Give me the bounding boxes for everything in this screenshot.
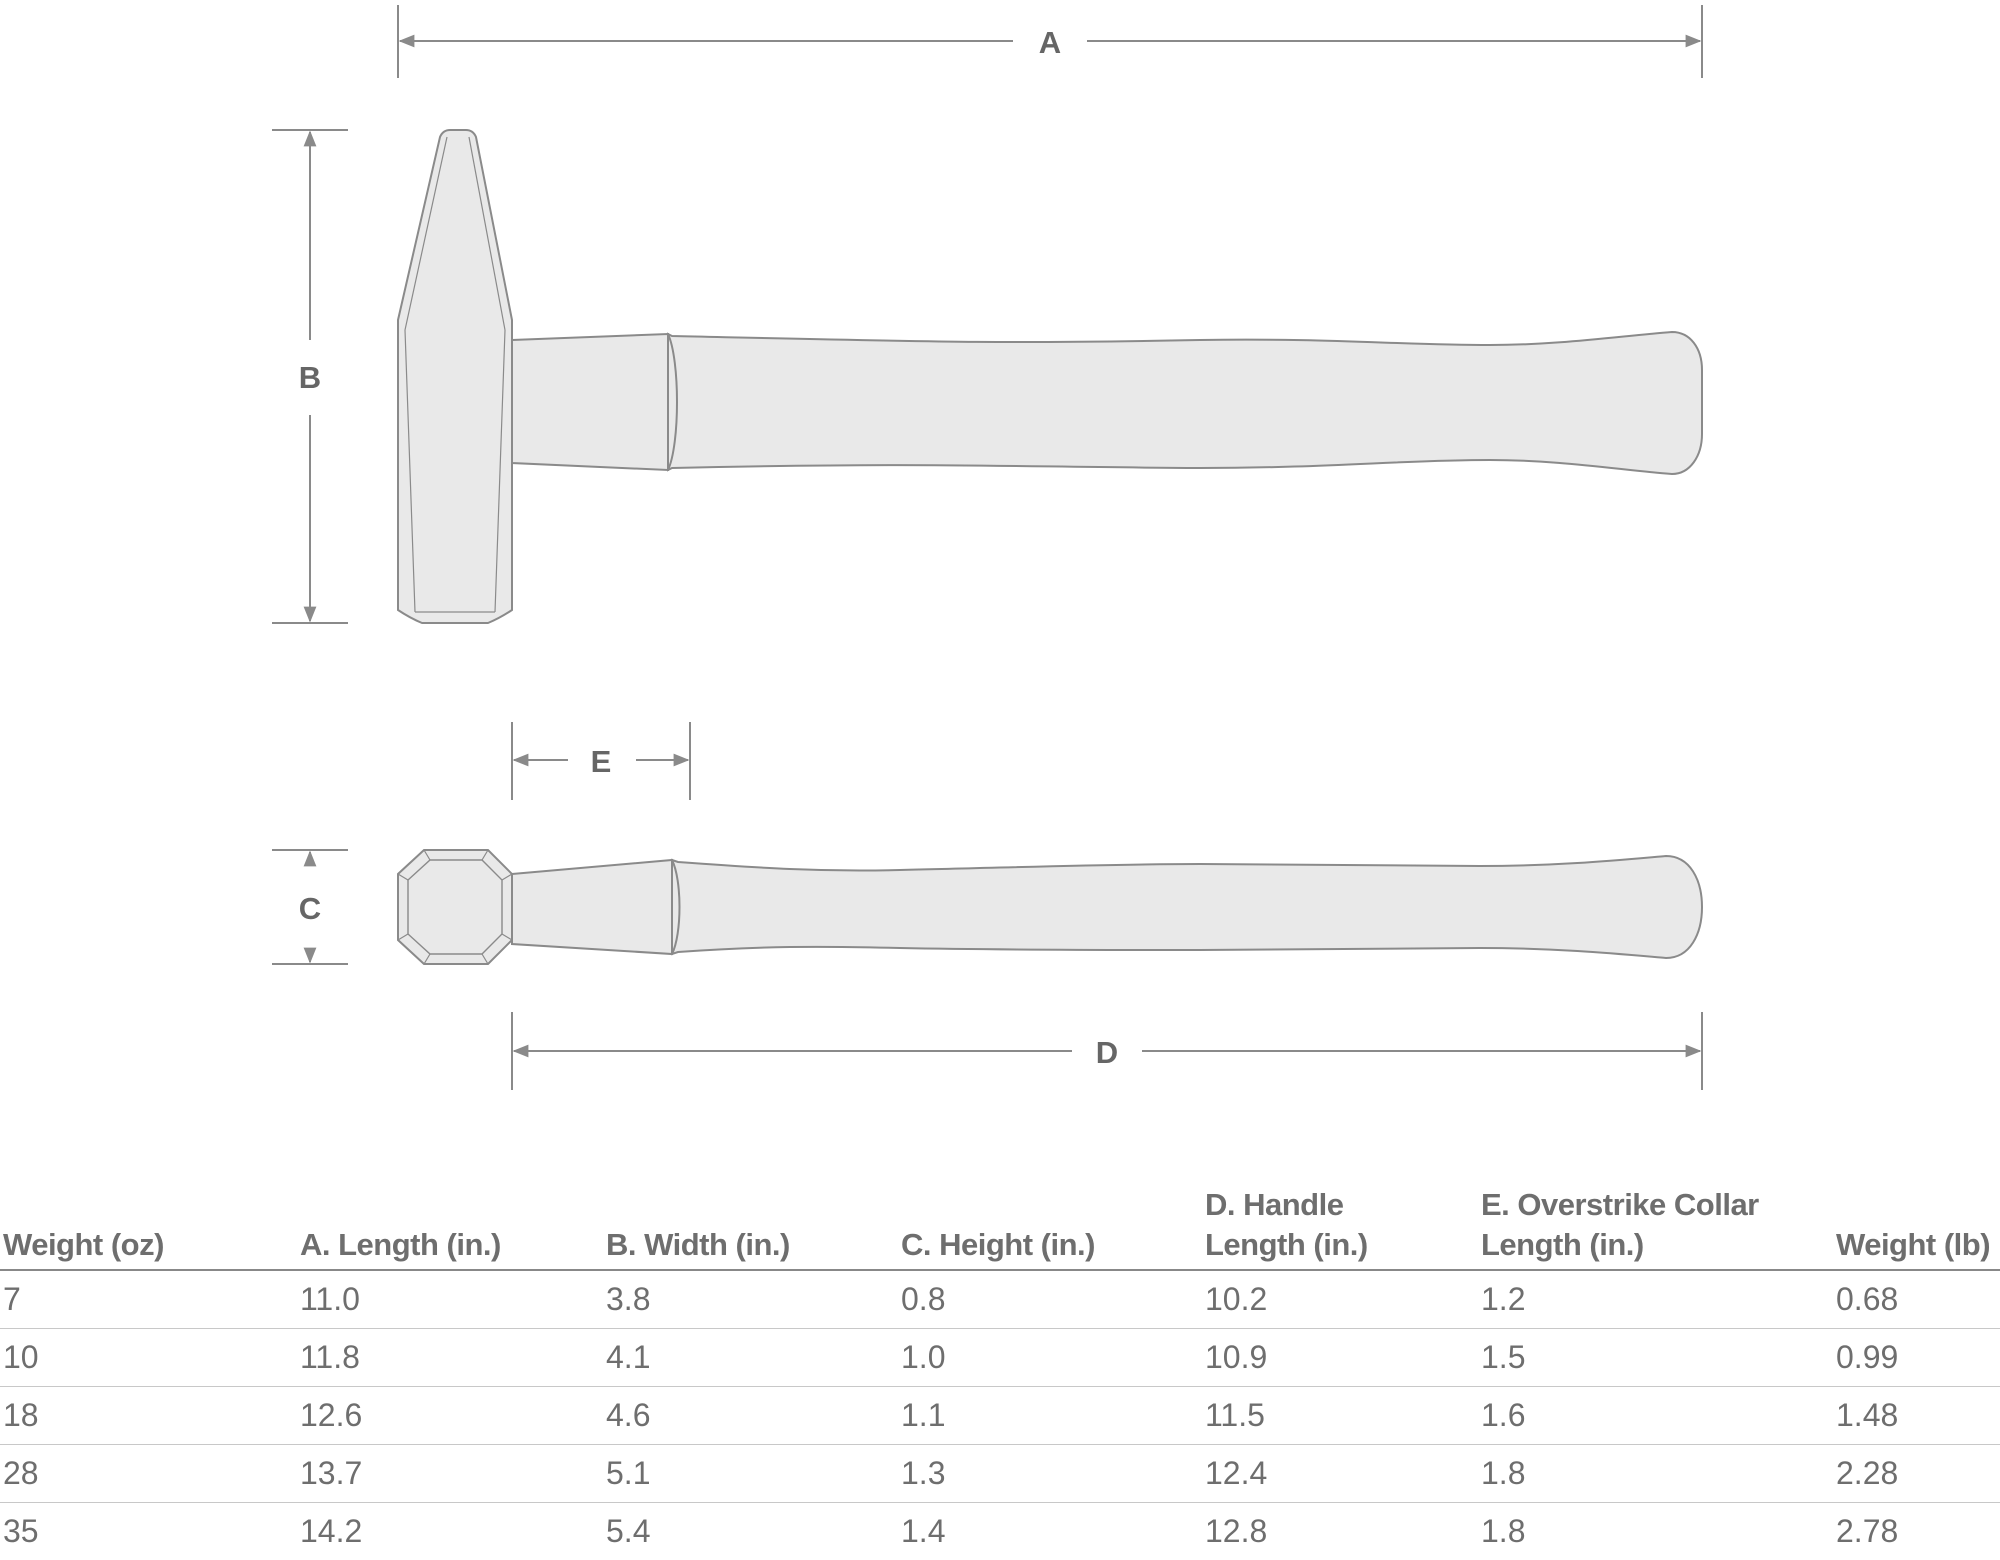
table-cell: 1.1 (898, 1387, 1202, 1445)
table-cell: 12.6 (297, 1387, 603, 1445)
dimension-e-label: E (591, 744, 612, 779)
table-cell: 11.0 (297, 1270, 603, 1329)
header-weight-oz (0, 1175, 297, 1270)
table-cell: 28 (0, 1445, 297, 1503)
table-cell: 10.2 (1202, 1270, 1478, 1329)
table-cell: 1.3 (898, 1445, 1202, 1503)
table-cell: 14.2 (297, 1503, 603, 1560)
header-line: Length (in.) (1481, 1227, 1644, 1262)
table-cell: 2.28 (1833, 1445, 2000, 1503)
hammer-head-top (398, 850, 512, 964)
table-cell: 18 (0, 1387, 297, 1445)
table-cell: 0.68 (1833, 1270, 2000, 1329)
table-cell: 1.4 (898, 1503, 1202, 1560)
header-line: Weight (lb) (1836, 1227, 1990, 1262)
table-cell: 4.1 (603, 1329, 898, 1387)
table-cell: 5.1 (603, 1445, 898, 1503)
hammer-head-side (398, 130, 512, 623)
header-line: Length (in.) (1205, 1227, 1368, 1262)
header-height (898, 1175, 1202, 1270)
table-cell: 12.4 (1202, 1445, 1478, 1503)
specification-table (0, 1175, 2000, 1560)
table-cell: 1.5 (1478, 1329, 1833, 1387)
table-cell: 11.5 (1202, 1387, 1478, 1445)
hammer-handle-top (512, 856, 1702, 958)
header-line: A. Length (in.) (300, 1227, 501, 1262)
dimension-b-label: B (299, 360, 321, 395)
table-cell: 1.8 (1478, 1503, 1833, 1560)
table-cell: 1.0 (898, 1329, 1202, 1387)
table-cell: 4.6 (603, 1387, 898, 1445)
table-cell: 1.2 (1478, 1270, 1833, 1329)
header-length (297, 1175, 603, 1270)
header-collar-length (1478, 1175, 1833, 1270)
header-weight-lb (1833, 1175, 2000, 1270)
table-cell: 11.8 (297, 1329, 603, 1387)
header-line: Weight (oz) (3, 1227, 164, 1262)
header-line: B. Width (in.) (606, 1227, 790, 1262)
dimension-d-label: D (1096, 1035, 1118, 1070)
table-cell: 35 (0, 1503, 297, 1560)
table-row (0, 1270, 2000, 1329)
header-line: D. Handle (1205, 1187, 1343, 1222)
table-cell: 5.4 (603, 1503, 898, 1560)
table-cell: 2.78 (1833, 1503, 2000, 1560)
table-cell: 12.8 (1202, 1503, 1478, 1560)
table-cell: 1.8 (1478, 1445, 1833, 1503)
table-cell: 10 (0, 1329, 297, 1387)
table-cell: 13.7 (297, 1445, 603, 1503)
table-row (0, 1387, 2000, 1445)
table-header-row (0, 1175, 2000, 1270)
table-cell: 0.8 (898, 1270, 1202, 1329)
header-line: C. Height (in.) (901, 1227, 1095, 1262)
header-width (603, 1175, 898, 1270)
hammer-handle-side (512, 332, 1702, 474)
table-row (0, 1503, 2000, 1560)
dimension-c-label: C (299, 891, 321, 926)
table-cell: 1.48 (1833, 1387, 2000, 1445)
table-cell: 3.8 (603, 1270, 898, 1329)
header-handle-length (1202, 1175, 1478, 1270)
table-row (0, 1445, 2000, 1503)
header-line: E. Overstrike Collar (1481, 1187, 1759, 1222)
table-cell: 10.9 (1202, 1329, 1478, 1387)
table-cell: 1.6 (1478, 1387, 1833, 1445)
table-row (0, 1329, 2000, 1387)
table-cell: 0.99 (1833, 1329, 2000, 1387)
dimension-a-label: A (1039, 25, 1061, 60)
table-cell: 7 (0, 1270, 297, 1329)
